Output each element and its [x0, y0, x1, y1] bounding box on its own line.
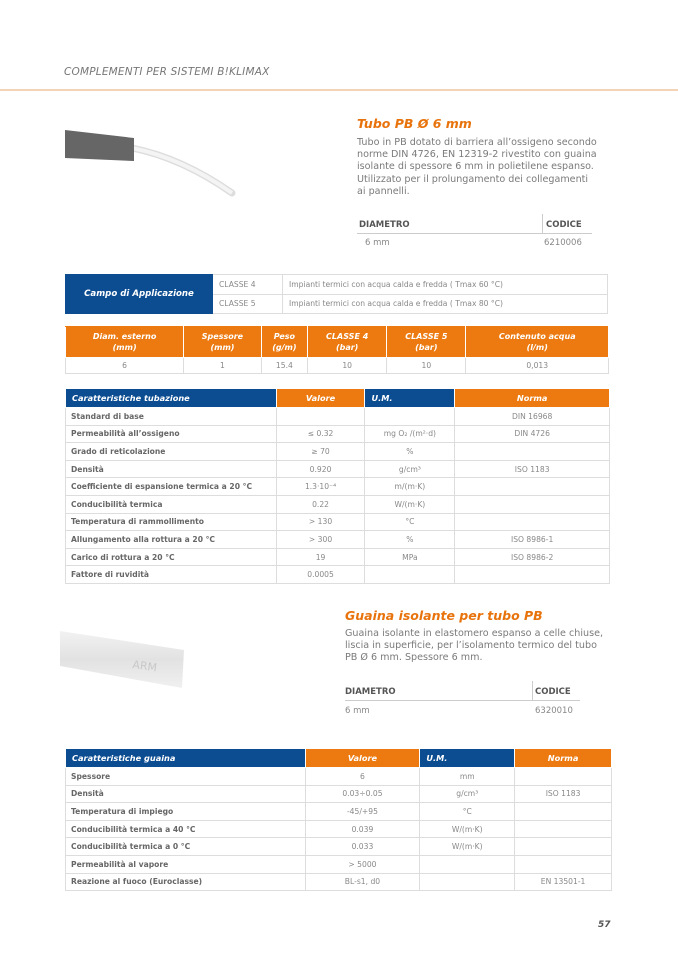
cell: Conducibilità termica — [66, 495, 277, 513]
cell: Grado di reticolazione — [66, 443, 277, 461]
cell: g/cm³ — [420, 785, 515, 803]
product-title: Guaina isolante per tubo PB — [345, 608, 543, 623]
column-header: Peso (g/m) — [261, 327, 307, 358]
cell: 10 — [308, 358, 387, 374]
cell: W/(m·K) — [365, 495, 455, 513]
table-row — [66, 785, 612, 803]
cell — [420, 855, 515, 873]
cell: 0.22 — [276, 495, 365, 513]
insulation-sleeve-image — [60, 628, 190, 694]
table-row — [66, 425, 610, 443]
cell: 1 — [184, 358, 262, 374]
cell: ISO 1183 — [455, 460, 610, 478]
product-code-table: DIAMETRO CODICE 6 mm 6320010 — [345, 687, 585, 719]
cell: 10 — [387, 358, 466, 374]
cell — [515, 768, 612, 786]
column-header: Diam. esterno (mm) — [66, 327, 184, 358]
application-table: Campo di Applicazione CLASSE 4 Impianti termici con acqua calda e fredda ( Tmax 60 °C) CLASSE 5 Impianti termici con acqua calda e fredda ( Tmax 80 °C) — [65, 274, 608, 314]
cell: -45/+95 — [305, 803, 420, 821]
section-header: COMPLEMENTI PER SISTEMI B!KLIMAX — [64, 66, 270, 78]
column-header: U.M. — [365, 389, 455, 408]
cell: DIN 4726 — [455, 425, 610, 443]
cell: Permeabilità all’ossigeno — [66, 425, 277, 443]
table-row — [66, 803, 612, 821]
cell — [455, 495, 610, 513]
cell: 0.033 — [305, 838, 420, 856]
cell: ISO 8986-1 — [455, 531, 610, 549]
svg-text:ARM: ARM — [131, 658, 158, 675]
cell: ISO 8986-2 — [455, 548, 610, 566]
table-row — [66, 443, 610, 461]
cell — [420, 873, 515, 891]
pb-tube-image — [62, 118, 242, 208]
table-row — [66, 855, 612, 873]
cell: 0.920 — [276, 460, 365, 478]
cell — [515, 855, 612, 873]
cell: Conducibilità termica a 40 °C — [66, 820, 306, 838]
cell — [455, 566, 610, 584]
column-header: Contenuto acqua (l/m) — [466, 327, 609, 358]
cell: Conducibilità termica a 0 °C — [66, 838, 306, 856]
cell — [276, 408, 365, 426]
cell: 0.0005 — [276, 566, 365, 584]
cell: 0.039 — [305, 820, 420, 838]
cell: Temperatura di impiego — [66, 803, 306, 821]
cell — [455, 513, 610, 531]
table-row — [66, 495, 610, 513]
cell: Reazione al fuoco (Euroclasse) — [66, 873, 306, 891]
dimensions-table — [65, 326, 609, 374]
cell: % — [365, 443, 455, 461]
cell — [455, 478, 610, 496]
cell: °C — [365, 513, 455, 531]
cell: ISO 1183 — [515, 785, 612, 803]
cell: mm — [420, 768, 515, 786]
cell: > 300 — [276, 531, 365, 549]
column-header: Norma — [515, 749, 612, 768]
cell: MPa — [365, 548, 455, 566]
cell: W/(m·K) — [420, 820, 515, 838]
column-header: Spessore (mm) — [184, 327, 262, 358]
cell: 0,013 — [466, 358, 609, 374]
cell: DIN 16968 — [455, 408, 610, 426]
cell: 15.4 — [261, 358, 307, 374]
cell: Densità — [66, 460, 277, 478]
cell: Standard di base — [66, 408, 277, 426]
column-header: Valore — [276, 389, 365, 408]
cell — [455, 443, 610, 461]
cell: 0.03÷0.05 — [305, 785, 420, 803]
header-divider — [0, 89, 678, 91]
column-header: CLASSE 4 (bar) — [308, 327, 387, 358]
cell: W/(m·K) — [420, 838, 515, 856]
cell — [515, 838, 612, 856]
table-row — [66, 478, 610, 496]
cell: EN 13501-1 — [515, 873, 612, 891]
cell — [515, 820, 612, 838]
cell — [515, 803, 612, 821]
column-header: Caratteristiche tubazione — [66, 389, 277, 408]
cell — [365, 566, 455, 584]
cell: BL-s1, d0 — [305, 873, 420, 891]
table-row — [66, 513, 610, 531]
sleeve-characteristics-table — [65, 748, 612, 891]
cell: % — [365, 531, 455, 549]
product-code-table: DIAMETRO CODICE 6 mm 6210006 — [357, 220, 597, 252]
cell: > 5000 — [305, 855, 420, 873]
product-description: Tubo in PB dotato di barriera all’ossigeno secondo norme DIN 4726, EN 12319-2 rivestito con guaina isolante di spessore 6 mm in polietilene espanso. Utilizzato per il prolungamento dei collegamenti ai pannelli. — [357, 137, 597, 197]
table-row — [66, 820, 612, 838]
column-header: U.M. — [420, 749, 515, 768]
cell: > 130 — [276, 513, 365, 531]
cell: 19 — [276, 548, 365, 566]
cell: Fattore di ruvidità — [66, 566, 277, 584]
cell: m/(m·K) — [365, 478, 455, 496]
cell: Allungamento alla rottura a 20 °C — [66, 531, 277, 549]
cell: 1.3·10⁻⁴ — [276, 478, 365, 496]
table-row — [66, 548, 610, 566]
column-header: Norma — [455, 389, 610, 408]
table-row — [66, 873, 612, 891]
cell: 6 — [66, 358, 184, 374]
page-number: 57 — [598, 920, 611, 930]
cell: mg O₂ /(m²·d) — [365, 425, 455, 443]
cell — [365, 408, 455, 426]
table-row — [66, 566, 610, 584]
column-header: Caratteristiche guaina — [66, 749, 306, 768]
column-header: CLASSE 5 (bar) — [387, 327, 466, 358]
cell: Temperatura di rammollimento — [66, 513, 277, 531]
cell: Densità — [66, 785, 306, 803]
cell: Carico di rottura a 20 °C — [66, 548, 277, 566]
table-row — [66, 408, 610, 426]
cell: 6 — [305, 768, 420, 786]
cell: ≥ 70 — [276, 443, 365, 461]
product-title: Tubo PB Ø 6 mm — [357, 116, 472, 131]
table-row — [66, 460, 610, 478]
product-description: Guaina isolante in elastomero espanso a celle chiuse, liscia in superficie, per l’isolamento termico del tubo PB Ø 6 mm. Spessore 6 mm. — [345, 628, 604, 664]
cell: °C — [420, 803, 515, 821]
cell: g/cm³ — [365, 460, 455, 478]
table-row — [66, 531, 610, 549]
table-row — [66, 838, 612, 856]
column-header: Valore — [305, 749, 420, 768]
cell: Spessore — [66, 768, 306, 786]
cell: ≤ 0.32 — [276, 425, 365, 443]
tube-characteristics-table — [65, 388, 610, 584]
cell: Coefficiente di espansione termica a 20 °C — [66, 478, 277, 496]
table-row — [66, 768, 612, 786]
cell: Permeabilità al vapore — [66, 855, 306, 873]
